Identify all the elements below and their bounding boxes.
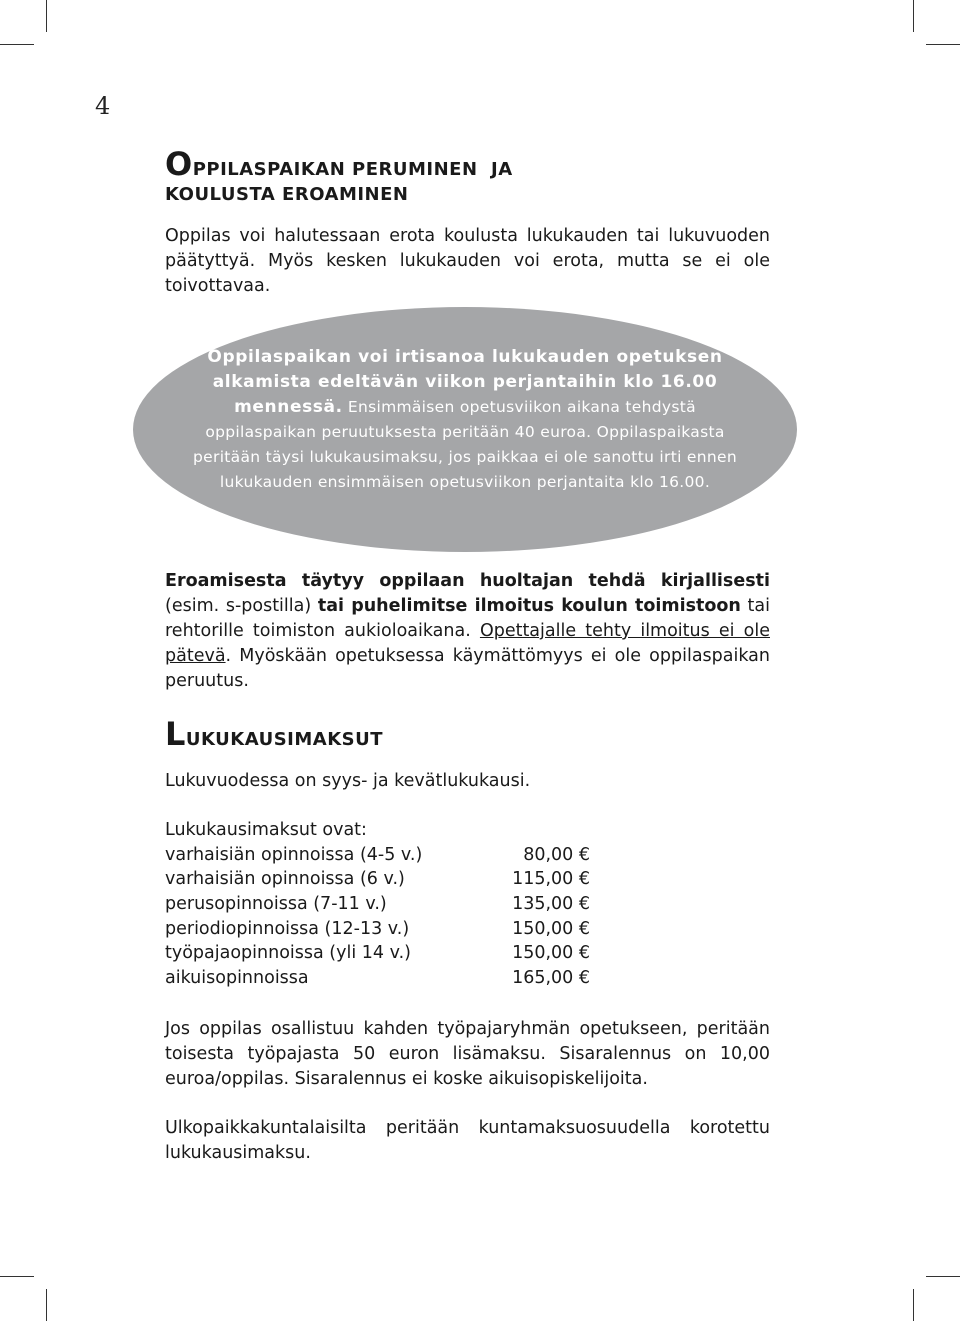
fee-row [165,966,590,991]
crop-mark-top-right-horizontal [926,44,960,45]
crop-mark-top-left-horizontal [0,44,34,45]
crop-mark-bottom-left-vertical [46,1289,47,1321]
fee-amount: 135,00 € [512,894,590,915]
notice-bold-2: tai puhelimitse ilmoitus koulun toimistoon [317,596,741,616]
workshop-fee-note: Jos oppilas osallistuu kahden työpajaryhmän opetukseen, peritään toisesta työpajasta 50 euron lisämaksu. Sisaralennus on 10,00 euroa/oppilas. Sisaralennus ei koske aikuisopiskelijoita. [165,1019,770,1089]
fee-row [165,843,590,868]
fee-label: periodiopinnoissa (12-13 v.) [165,918,410,939]
notice-underlined: Opettajalle tehty ilmoitus ei ole pätevä [165,621,770,666]
outside-municipality-note: Ulkopaikkakuntalaisilta peritään kuntamaksuosuudella korotettu lukukausimaksu. [165,1118,770,1163]
withdrawal-notice [165,569,770,694]
fee-label: perusopinnoissa (7-11 v.) [165,894,387,915]
fee-amount: 115,00 € [512,869,590,890]
crop-mark-top-left-vertical [46,0,47,32]
title-line1: PPILASPAIKAN PERUMINEN JA [192,159,513,180]
crop-mark-bottom-left-horizontal [0,1276,34,1277]
section-title-withdrawal [165,145,513,207]
fee-label: työpajaopinnoissa (yli 14 v.) [165,943,411,964]
fee-row [165,867,590,892]
fee-row [165,941,590,966]
notice-text-3: . Myöskään opetuksessa käymättömyys ei ole oppilaspaikan peruutus. [165,646,770,691]
callout-normal-text: Ensimmäisen opetusviikon aikana tehdystä oppilaspaikan peruutuksesta peritään 40 euroa. Oppilaspaikasta peritään täysi lukukausimaksu, jos paikkaa ei ole sanottu irti ennen lukukauden ensimmäisen opetusviikon perjantaita klo 16.00. [193,398,737,491]
title-rest: UKUKAUSIMAKSUT [185,729,384,750]
crop-mark-top-right-vertical [913,0,914,32]
page-number: 4 [95,92,111,120]
fees-intro: Lukuvuodessa on syys- ja kevätlukukausi. [165,771,531,791]
withdrawal-intro: Oppilas voi halutessaan erota koulusta lukukauden tai lukuvuoden päätyttyä. Myös kesken lukukauden voi erota, mutta se ei ole toivottavaa. [165,226,770,296]
notice-text-2: tai rehtorille toimiston aukioloaikana. [165,596,770,641]
fee-list [165,818,590,991]
callout-bold-text: Oppilaspaikan voi irtisanoa lukukauden opetuksen alkamista edeltävän viikon perjantaihin klo 16.00 mennessä. [207,347,723,417]
fee-label: aikuisopinnoissa [165,968,309,989]
fee-row [165,892,590,917]
title-initial: L [165,715,186,753]
fee-list-heading: Lukukausimaksut ovat: [165,820,367,840]
notice-text-1: (esim. s-postilla) [165,596,318,616]
fee-amount: 150,00 € [512,918,590,939]
fee-amount: 150,00 € [512,943,590,964]
fee-row [165,917,590,942]
fee-label: varhaisiän opinnoissa (4-5 v.) [165,844,423,865]
fee-label: varhaisiän opinnoissa (6 v.) [165,869,405,890]
callout-text [190,345,740,495]
section-title-fees [165,715,384,753]
fee-amount: 165,00 € [512,968,590,989]
fee-amount: 80,00 € [523,844,590,865]
notice-bold-1: Eroamisesta täytyy oppilaan huoltajan tehdä kirjallisesti [165,571,770,591]
title-initial: O [165,145,193,183]
crop-mark-bottom-right-vertical [913,1289,914,1321]
title-line2: KOULUSTA EROAMINEN [165,184,409,205]
crop-mark-bottom-right-horizontal [926,1276,960,1277]
